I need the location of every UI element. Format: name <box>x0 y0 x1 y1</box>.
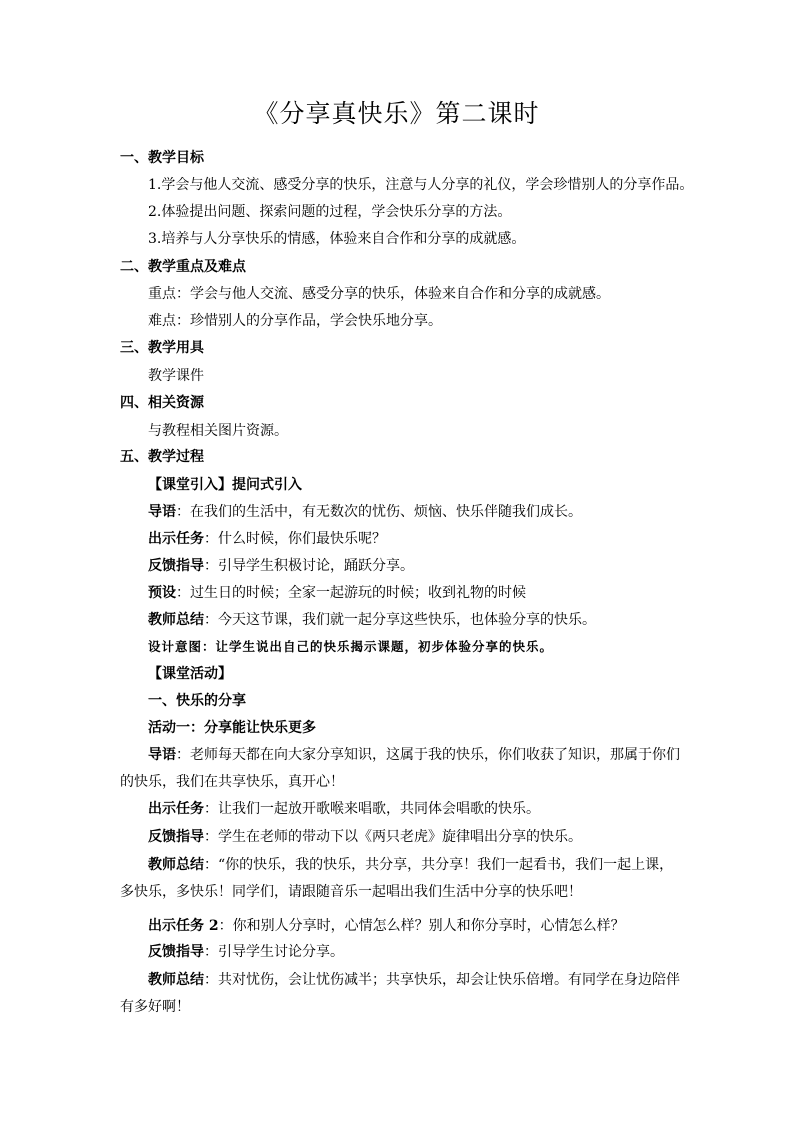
key-point: 重点：学会与他人交流、感受分享的快乐，体验来自合作和分享的成就感。 <box>148 286 610 302</box>
section-heading-process: 五、教学过程 <box>120 449 204 465</box>
activity-intro: 导语：老师每天都在向大家分享知识，这属于我的快乐，你们收获了知识，那属于你们 <box>148 747 680 763</box>
difficult-point: 难点：珍惜别人的分享作品，学会快乐地分享。 <box>148 313 442 329</box>
summary-line-2-cont: 有多好啊！ <box>120 999 190 1015</box>
section-heading-tools: 三、教学用具 <box>120 340 204 356</box>
section-heading-resources: 四、相关资源 <box>120 395 204 411</box>
intro-line: 教师总结：今天这节课，我们就一起分享这些快乐，也体验分享的快乐。 <box>148 612 596 628</box>
task-line: 出示任务：让我们一起放开歌喉来唱歌，共同体会唱歌的快乐。 <box>148 801 540 817</box>
summary-line-2: 教师总结：共对忧伤，会让忧伤减半；共享快乐，却会让快乐倍增。有同学在身边陪伴 <box>148 972 680 988</box>
feedback-line-2: 反馈指导：引导学生讨论分享。 <box>148 944 344 960</box>
feedback-line: 反馈指导：学生在老师的带动下以《两只老虎》旋律唱出分享的快乐。 <box>148 829 582 845</box>
task-line-2: 出示任务 2：你和别人分享时，心情怎么样？别人和你分享时，心情怎么样？ <box>148 918 625 934</box>
tools-text: 教学课件 <box>148 368 204 384</box>
goal-item-2: 2.体验提出问题、探索问题的过程，学会快乐分享的方法。 <box>148 204 512 220</box>
section-heading-key-points: 二、教学重点及难点 <box>120 259 246 275</box>
summary-line: 教师总结：“你的快乐，我的快乐，共分享，共分享！我们一起看书，我们一起上课， <box>148 857 674 873</box>
intro-line: 反馈指导：引导学生积极讨论，踊跃分享。 <box>148 558 414 574</box>
resources-text: 与教程相关图片资源。 <box>148 423 288 439</box>
section-heading-goals: 一、教学目标 <box>120 150 204 166</box>
intro-heading: 【课堂引入】提问式引入 <box>148 477 302 493</box>
subsection-heading: 一、快乐的分享 <box>148 693 246 709</box>
activity-intro-cont: 的快乐，我们在共享快乐，真开心！ <box>120 774 344 790</box>
summary-line-cont: 多快乐，多快乐！同学们，请跟随音乐一起唱出我们生活中分享的快乐吧！ <box>120 884 582 900</box>
goal-item-3: 3.培养与人分享快乐的情感，体验来自合作和分享的成就感。 <box>148 231 526 247</box>
intro-line: 出示任务：什么时候，你们最快乐呢？ <box>148 531 386 547</box>
page-title: 《分享真快乐》第二课时 <box>253 99 540 128</box>
goal-item-1: 1.学会与他人交流、感受分享的快乐，注意与人分享的礼仪，学会珍惜别人的分享作品。 <box>148 177 694 193</box>
design-intent: 设计意图：让学生说出自己的快乐揭示课题，初步体验分享的快乐。 <box>148 639 554 654</box>
activity-title: 活动一：分享能让快乐更多 <box>148 720 316 736</box>
intro-line: 导语：在我们的生活中，有无数次的忧伤、烦恼、快乐伴随我们成长。 <box>148 504 582 520</box>
intro-line: 预设：过生日的时候；全家一起游玩的时候；收到礼物的时候 <box>148 585 526 601</box>
activity-heading: 【课堂活动】 <box>148 666 232 682</box>
